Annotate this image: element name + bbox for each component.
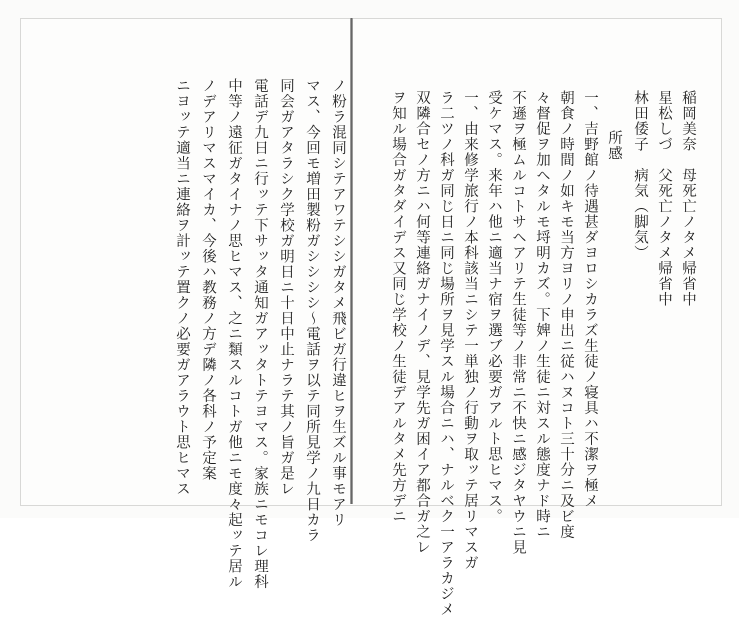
text-column: ノ粉ラ混同シテアワテシシガタメ飛ビガ行違ヒヲ生ズル事モアリ	[330, 78, 346, 528]
text-column: マス、今回モ増田製粉ガシシシシ〜電話ヲ以テ同所見学ノ九日カラ	[304, 78, 320, 543]
text-column: 朝食ノ時間ノ如キモ当方ヨリノ申出ニ従ハヌコト三十分ニ及ビ度	[558, 90, 574, 540]
left-page-text	[30, 78, 346, 590]
right-page-text	[366, 90, 696, 617]
text-column: 一、吉野館ノ待遇甚ダヨロシカラズ生徒ノ寝具ハ不潔ヲ極メ	[582, 90, 598, 509]
text-column: 稲岡美奈 母死亡ノタメ帰省中	[680, 90, 696, 307]
text-column: 林田倭子 病気（脚気）	[632, 90, 648, 261]
page-divider	[350, 18, 353, 504]
text-column: 双隣合セノ方ニハ何等連絡ガナイノデ、見学先ガ困イア都合ガ之レ	[414, 90, 430, 555]
text-column-heading: 所感	[606, 130, 622, 161]
text-column: 電話デ九日ニ行ッテ下サッタ通知ガアッタトテヨマス。家族ニモコレ理科	[252, 78, 268, 590]
text-column: 星松しづ 父死亡ノタメ帰省中	[656, 90, 672, 307]
text-column: ヲ知ル場合ガタダイデス又同じ学校ノ生徒デアルタメ先方デニ	[390, 90, 406, 524]
text-column: 同会ガアタラシク学校ガ明日ニ十日中止ナラテ其ノ旨ガ是レ	[278, 78, 294, 497]
text-column: 中等ノ遠征ガタイナノ思ヒマス、之ニ類スルコトガ他ニモ度々起ッテ居ル	[226, 78, 242, 590]
text-column: 不遜ヲ極ムルコトサヘアリテ生徒等ノ非常ニ不快ニ感ジタヤウニ見	[510, 90, 526, 555]
text-column: ノデアリマスマイカ、今後ハ教務ノ方デ隣ノ各科ノ予定案	[200, 78, 216, 481]
text-column: ラ二ツノ科ガ同じ日ニ同じ場所ヲ見学スル場合ニハ、ナルベク一アラカジメ	[438, 90, 454, 617]
text-column: 々督促ヲ加ヘタルモ埒明カズ。下婢ノ生徒ニ対スル態度ナド時ニ	[534, 90, 550, 540]
text-column: ニヨッテ適当ニ連絡ヲ計ッテ置クノ必要ガアラウト思ヒマス	[174, 78, 190, 497]
text-column: 受ケマス。来年ハ他ニ適当ナ宿ヲ選ブ必要ガアルト思ヒマス。	[486, 90, 502, 524]
text-column: 一、由来修学旅行ノ本科該当ニシテ一単独ノ行動ヲ取ッテ居リマスガ	[462, 90, 478, 571]
